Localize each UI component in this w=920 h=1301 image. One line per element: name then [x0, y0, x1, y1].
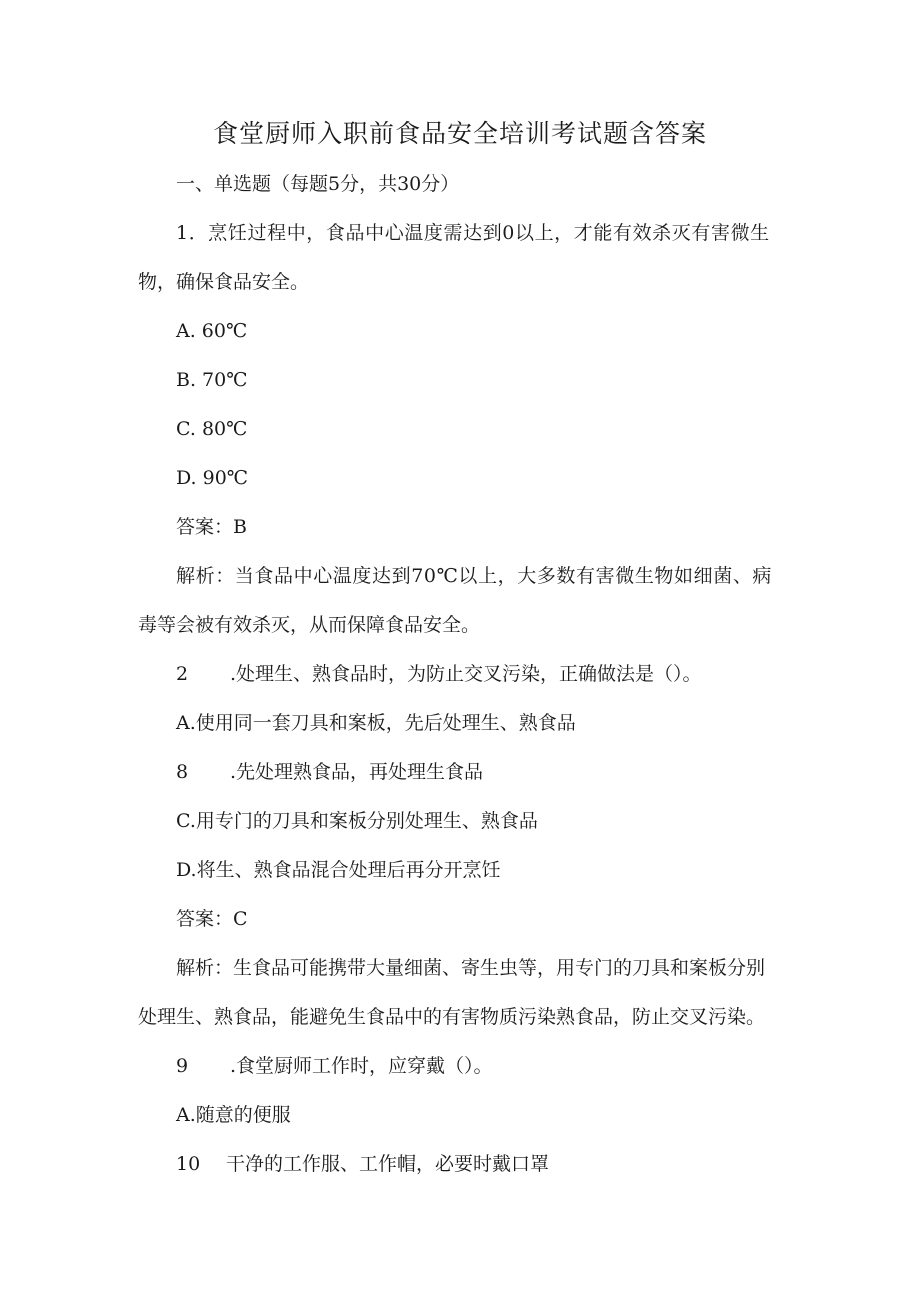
q2-option-b-number: 8	[176, 761, 189, 783]
q1-option-c: C. 80℃	[176, 418, 248, 440]
q1-analysis-line1: 解析：当食品中心温度达到70℃以上，大多数有害微生物如细菌、病	[176, 565, 773, 587]
q1-option-b: B. 70℃	[176, 369, 248, 391]
section-heading: 一、单选题（每题5分，共30分）	[176, 173, 460, 195]
q3-stem	[176, 1052, 493, 1080]
q2-option-d: D.将生、熟食品混合处理后再分开烹饪	[176, 859, 501, 881]
q1-stem-line1: 1．烹饪过程中，食品中心温度需达到0以上，才能有效杀灭有害微生	[176, 222, 770, 244]
q2-number: 2	[176, 663, 189, 685]
q1-analysis-line2: 毒等会被有效杀灭，从而保障食品安全。	[138, 614, 481, 636]
q2-analysis-line2: 处理生、熟食品，能避免生食品中的有害物质污染熟食品，防止交叉污染。	[138, 1006, 766, 1028]
q3-option-b-number: 10	[176, 1153, 201, 1175]
q2-stem-text: .处理生、熟食品时，为防止交叉污染，正确做法是（）。	[230, 663, 702, 685]
q3-stem-text: .食堂厨师工作时，应穿戴（）。	[230, 1055, 493, 1077]
q1-option-a: A. 60℃	[176, 320, 248, 342]
q2-option-a: A.使用同一套刀具和案板，先后处理生、熟食品	[176, 712, 576, 734]
q2-option-c: C.用专门的刀具和案板分别处理生、熟食品	[176, 810, 538, 832]
q3-option-b	[176, 1150, 549, 1178]
q1-answer: 答案：B	[176, 516, 247, 538]
q3-option-a: A.随意的便服	[176, 1104, 291, 1126]
q2-stem	[176, 660, 702, 688]
q2-option-b	[176, 758, 483, 786]
q3-number: 9	[176, 1055, 189, 1077]
q3-option-b-text: 干净的工作服、工作帽，必要时戴口罩	[226, 1153, 550, 1175]
q1-stem-line2: 物，确保食品安全。	[138, 271, 310, 293]
page-title: 食堂厨师入职前食品安全培训考试题含答案	[212, 119, 707, 148]
q2-analysis-line1: 解析：生食品可能携带大量细菌、寄生虫等，用专门的刀具和案板分别	[176, 957, 766, 979]
q1-option-d: D. 90℃	[176, 467, 249, 489]
q2-option-b-text: .先处理熟食品，再处理生食品	[230, 761, 484, 783]
q2-answer: 答案：C	[176, 908, 248, 930]
